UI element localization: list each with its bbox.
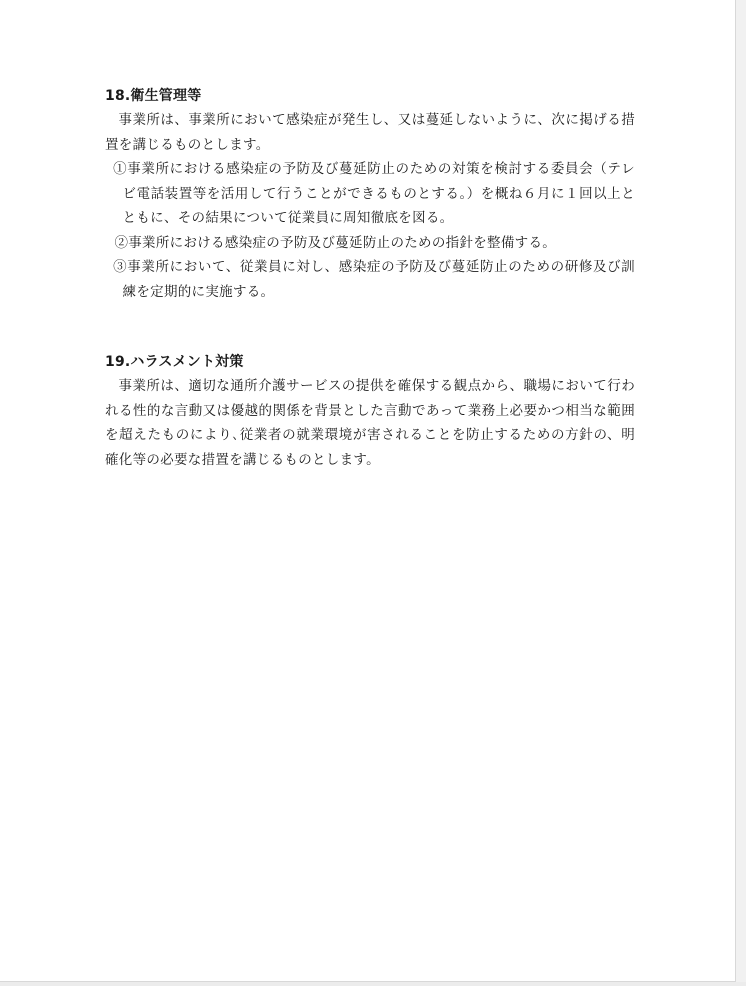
section-heading-hygiene: 18.衛生管理等 (105, 88, 202, 104)
document-body (105, 86, 635, 472)
section-harassment-measures (105, 352, 635, 472)
section-body-harassment: 事業所は、適切な通所介護サービスの提供を確保する観点から、職場において行われる性的な言動又は優越的関係を背景とした言動であって業務上必要かつ相当な範囲を超えたものにより､従業者の就業環境が害されることを防止するための方針の、明確化等の必要な措置を講じるものとします。 (105, 378, 635, 468)
viewer-bottom-edge (0, 982, 746, 986)
list-item-infection-training: ③事業所において、従業員に対し、感染症の予防及び蔓延防止のための研修及び訓練を定期的に実施する。 (113, 259, 635, 300)
section-intro-hygiene: 事業所は、事業所において感染症が発生し、又は蔓延しないように、次に掲げる措置を講じるものとします。 (105, 112, 635, 153)
section-spacer (105, 304, 635, 352)
list-item-infection-guideline: ②事業所における感染症の予防及び蔓延防止のための指針を整備する。 (114, 234, 557, 251)
list-item-infection-committee: ①事業所における感染症の予防及び蔓延防止のための対策を検討する委員会（テレビ電話装置等を活用して行うことができるものとする。）を概ね６月に１回以上とともに、その結果について従業員に周知徹底を図る。 (113, 161, 635, 226)
section-hygiene-management (105, 86, 635, 304)
section-heading-harassment: 19.ハラスメント対策 (105, 354, 244, 370)
viewer-right-edge (736, 0, 746, 986)
